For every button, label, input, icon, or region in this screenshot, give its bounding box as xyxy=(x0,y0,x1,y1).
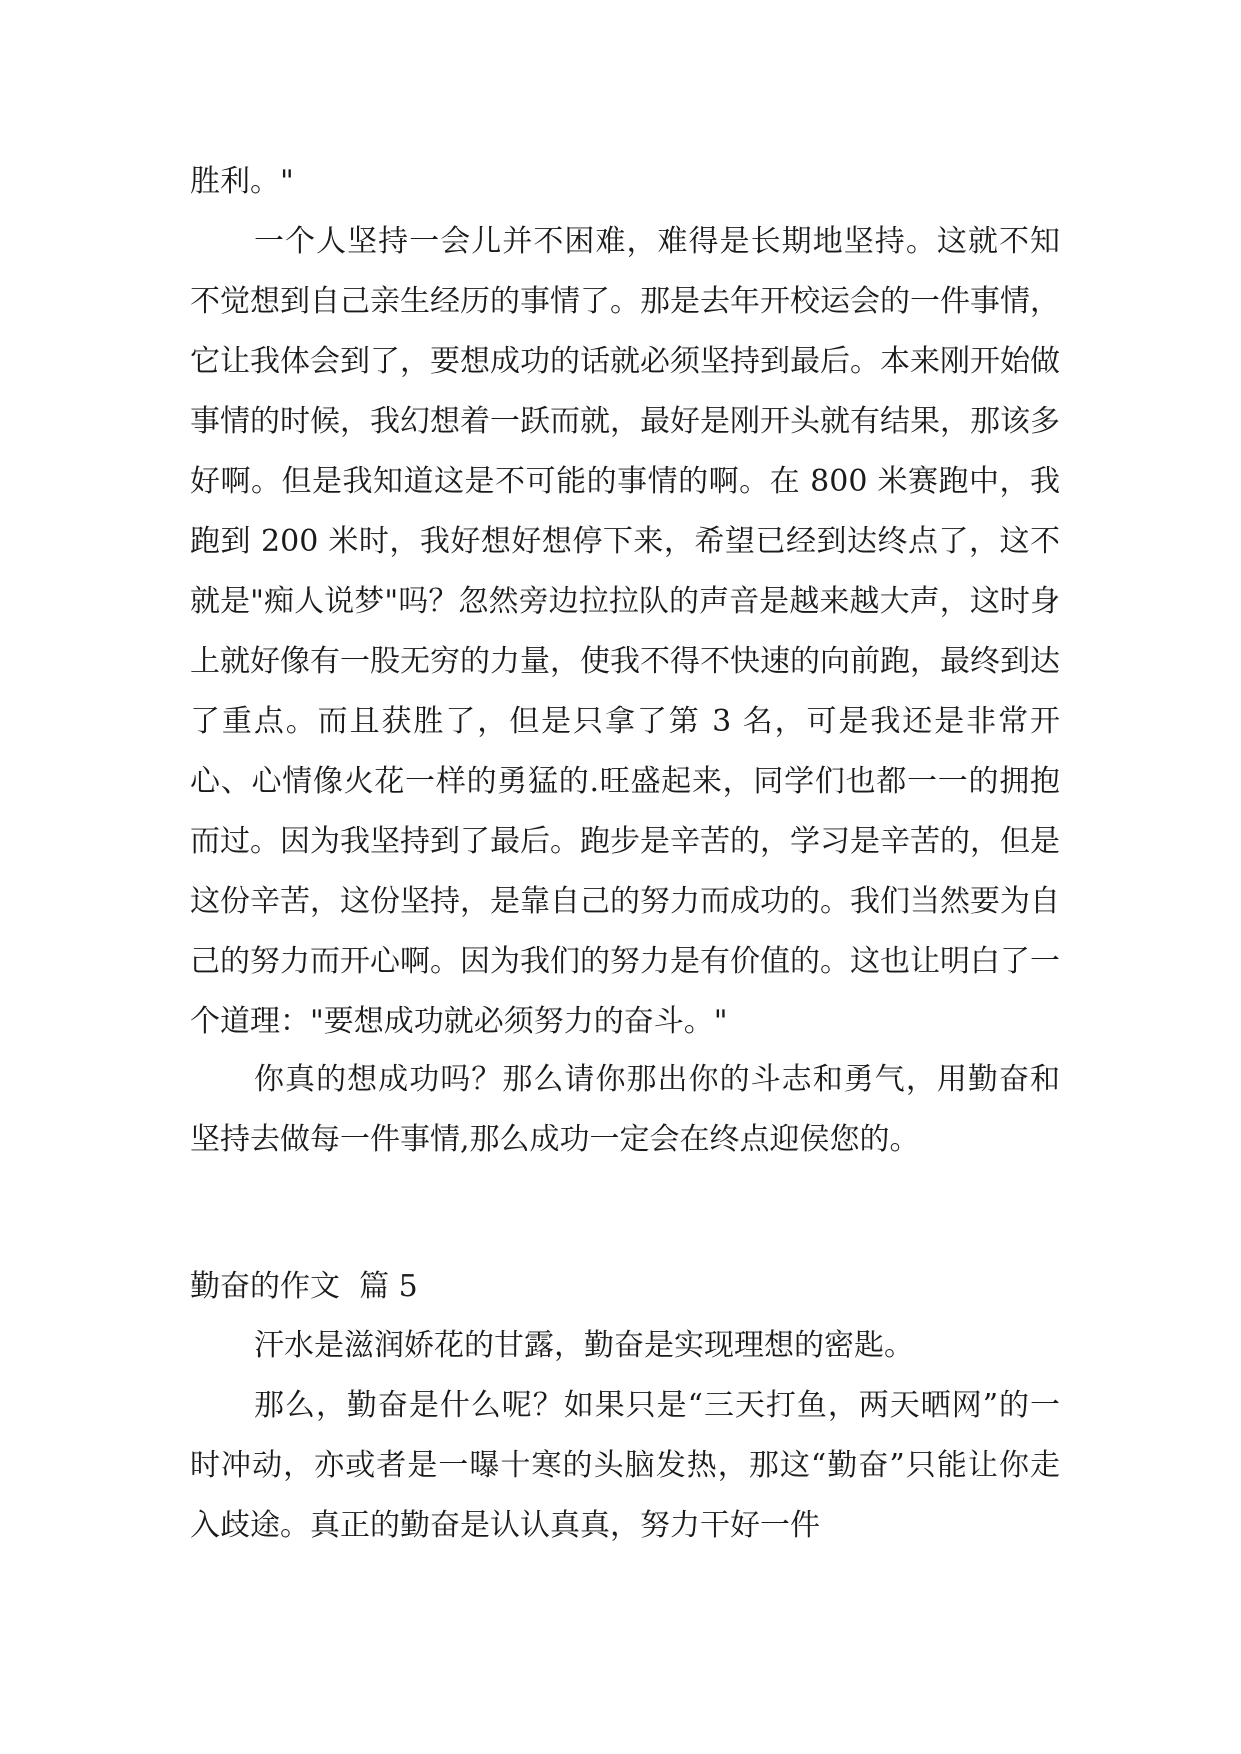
paragraph-continued: 胜利。" xyxy=(190,164,294,199)
paragraph-question: 那么，勤奋是什么呢？如果只是“三天打鱼，两天晒网”的一时冲动，亦或者是一曝十寒的头脑发热，那这“勤奋”只能让你走入歧途。真正的勤奋是认认真真，努力干好一件 xyxy=(190,1388,1060,1543)
paragraph-persistence-story: 一个人坚持一会儿并不困难，难得是长期地坚持。这就不知不觉想到自己亲生经历的事情了。那是去年开校运会的一件事情，它让我体会到了，要想成功的话就必须坚持到最后。本来刚开始做事情的时候，我幻想着一跃而就，最好是刚开头就有结果，那该多好啊。但是我知道这是不可能的事情的啊。在 800 米赛跑中，我跑到 200 米时，我好想好想停下来，希望已经到达终点了，这不就是"痴人说梦"吗？忽然旁边拉拉队的声音是越来越大声，这时身上就好像有一股无穷的力量，使我不得不快速的向前跑，最终到达了重点。而且获胜了，但是只拿了第 3 名，可是我还是非常开心、心情像火花一样的勇猛的.旺盛起来，同学们也都一一的拥抱而过。因为我坚持到了最后。跑步是辛苦的，学习是辛苦的，但是这份辛苦，这份坚持，是靠自己的努力而成功的。我们当然要为自己的努力而开心啊。因为我们的努力是有价值的。这也让明白了一个道理："要想成功就必须努力的奋斗。" xyxy=(190,224,1060,1039)
paragraph-conclusion: 你真的想成功吗？那么请你那出你的斗志和勇气，用勤奋和坚持去做每一件事情,那么成功一定会在终点迎侯您的。 xyxy=(190,1062,1060,1157)
section-heading: 勤奋的作文 篇 5 xyxy=(190,1269,418,1304)
paragraph-sweat: 汗水是滋润娇花的甘露，勤奋是实现理想的密匙。 xyxy=(254,1328,914,1363)
